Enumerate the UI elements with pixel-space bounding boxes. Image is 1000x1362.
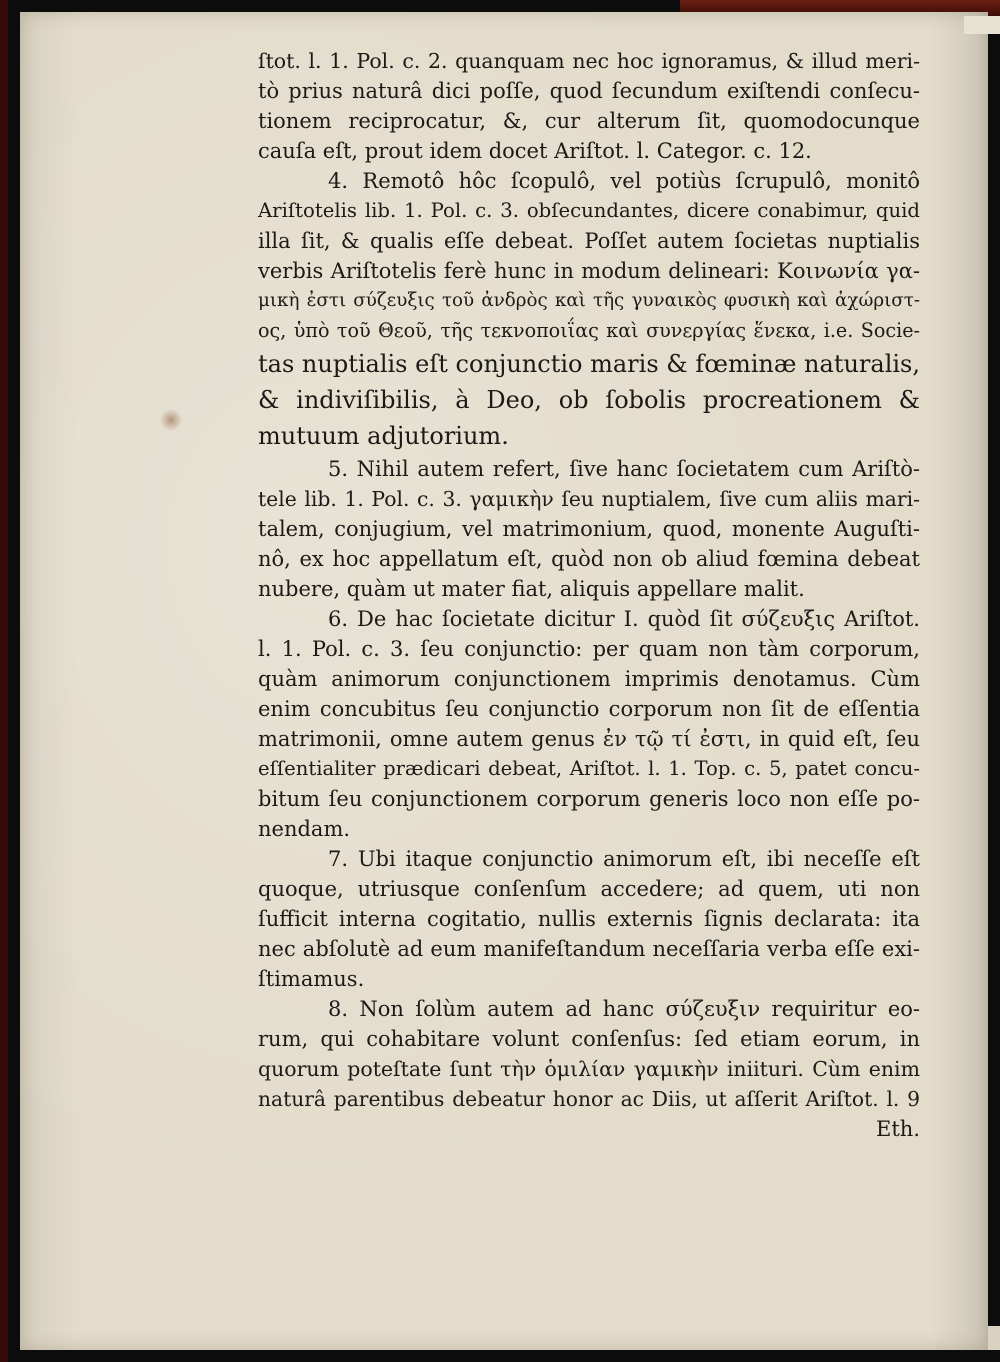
text-line: ſtot. l. 1. Pol. c. 2. quanquam nec hoc ignoramus, & illud meri- [258, 49, 920, 73]
greek-definition-line: ος, ὑπὸ τοῦ Θεοῦ, τῆς τεκνοποιΐας καὶ συνεργίας ἕνεκα, i.e. Socie- [258, 319, 920, 342]
paragraph-5-first-line: 5. Nihil autem refert, ſive hanc ſocietatem cum Ariſtò- [328, 457, 920, 481]
paragraph-8-first-line: 8. Non ſolùm autem ad hanc σύζευξιν requiritur eo- [328, 997, 920, 1021]
text-line: cauſa eſt, prout idem docet Ariſtot. l. Categor. c. 12. [258, 139, 812, 163]
text-line: matrimonii, omne autem genus ἐν τῷ τί ἐστι, in quid eſt, ſeu [258, 727, 920, 751]
text-line: l. 1. Pol. c. 3. ſeu conjunctio: per quam non tàm corporum, [258, 637, 920, 661]
text-line: Ariſtotelis lib. 1. Pol. c. 3. obſecundantes, dicere conabimur, quid [258, 199, 920, 222]
text-line: ſtimamus. [258, 967, 365, 991]
text-line: tele lib. 1. Pol. c. 3. γαμικὴν ſeu nuptialem, ſive cum aliis mari- [258, 487, 920, 511]
greek-definition-line: μικὴ ἐστι σύζευξις τοῦ ἀνδρὸς καὶ τῆς γυναικὸς φυσικὴ καὶ ἀχώριστ- [258, 290, 920, 311]
text-line: tionem reciprocatur, &, cur alterum ſit, quomodocunque [258, 109, 920, 133]
text-line: quoque, utriusque conſenſum accedere; ad quem, uti non [258, 877, 920, 901]
text-line: nec abſolutè ad eum manifeſtandum neceſſaria verba eſſe exi- [258, 937, 920, 961]
definition-latin-line: tas nuptialis eſt conjunctio maris & fœminæ naturalis, [258, 350, 920, 378]
text-line: enim concubitus ſeu conjunctio corporum non ſit de eſſentia [258, 697, 920, 721]
text-line: tò prius naturâ dici poſſe, quod ſecundum exiſtendi conſecu- [258, 79, 920, 103]
paper-tab [988, 1326, 1000, 1350]
paragraph-7-first-line: 7. Ubi itaque conjunctio animorum eſt, ibi neceſſe eſt [328, 847, 920, 871]
ink-stain [160, 408, 182, 432]
text-line: quàm animorum conjunctionem imprimis denotamus. Cùm [258, 667, 920, 691]
text-line: illa ſit, & qualis eſſe debeat. Poſſet autem ſocietas nuptialis [258, 229, 920, 253]
text-line: rum, qui cohabitare volunt conſenſus: ſed etiam eorum, in [258, 1027, 920, 1051]
text-line: bitum ſeu conjunctionem corporum generis loco non eſſe po- [258, 787, 920, 811]
text-line: eſſentialiter prædicari debeat, Ariſtot. l. 1. Top. c. 5, patet concu- [258, 757, 920, 780]
paragraph-4-first-line: 4. Remotô hôc ſcopulô, vel potiùs ſcrupulô, monitô [328, 169, 920, 193]
paper-corner [964, 16, 1000, 34]
text-line: nubere, quàm ut mater fiat, aliquis appellare malit. [258, 577, 805, 601]
binding-edge [0, 0, 8, 1362]
text-line: nô, ex hoc appellatum eſt, quòd non ob aliud fœmina debeat [258, 547, 920, 571]
text-line: naturâ parentibus debeatur honor ac Diis, ut aſſerit Ariſtot. l. 9 [258, 1087, 920, 1111]
definition-latin-line: & indiviſibilis, à Deo, ob ſobolis procreationem & [258, 386, 920, 414]
definition-latin-line: mutuum adjutorium. [258, 422, 509, 450]
catchword: Eth. [876, 1117, 920, 1141]
page-text [258, 46, 920, 1144]
text-line: ſufficit interna cogitatio, nullis externis ſignis declarata: ita [258, 907, 920, 931]
text-line: verbis Ariſtotelis ferè hunc in modum delineari: Κοινωνία γα- [258, 259, 920, 283]
paragraph-6-first-line: 6. De hac ſocietate dicitur I. quòd ſit σύζευξις Ariſtot. [328, 607, 920, 631]
text-line: nendam. [258, 817, 351, 841]
text-line: quorum poteſtate ſunt τὴν ὁμιλίαν γαμικὴν iniituri. Cùm enim [258, 1057, 920, 1081]
text-line: talem, conjugium, vel matrimonium, quod, monente Auguſti- [258, 517, 920, 541]
